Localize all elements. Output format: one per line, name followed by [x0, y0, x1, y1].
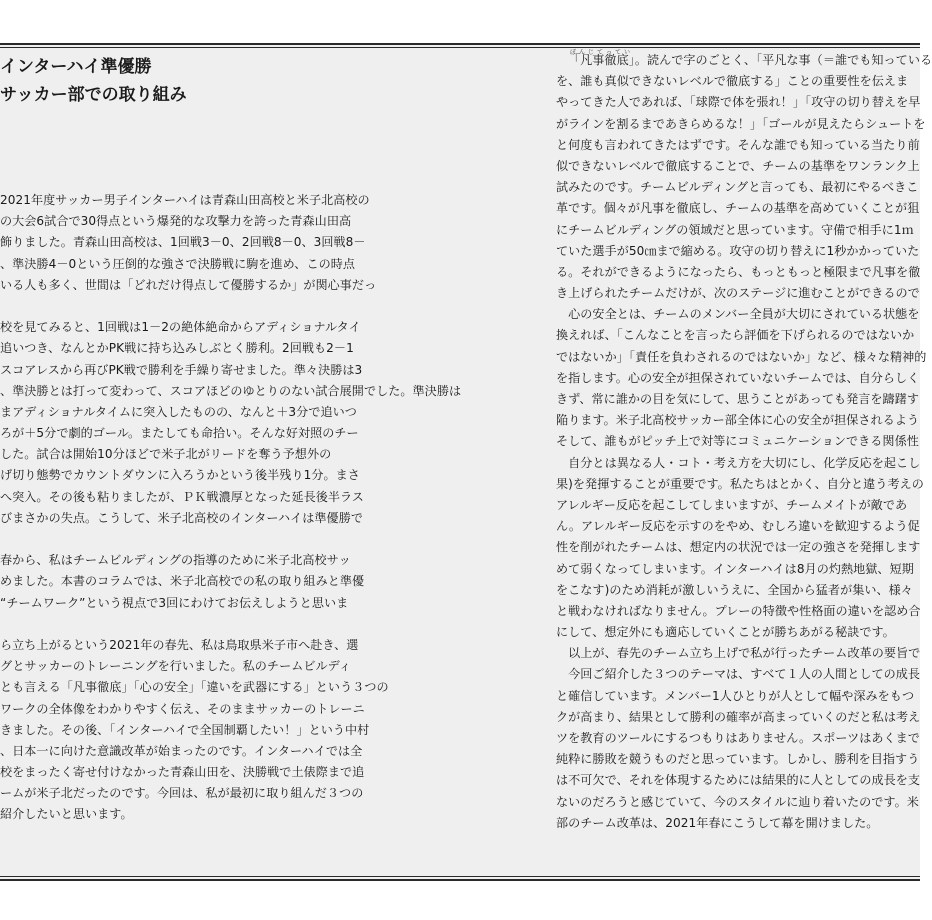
right-page-text-line: がラインを割るまであきらめるな！」「ゴールが見えたらシュートを — [556, 116, 926, 131]
right-page-text-line: を、誰も真似できないレベルで徹底する」ことの重要性を伝えま — [556, 74, 909, 89]
right-page-text-line: をこなす)のため消耗が激しいうえに、全国から猛者が集い、様々 — [556, 582, 913, 597]
left-page-text-line: きました。その後、「インターハイで全国制覇したい！」という中村 — [0, 722, 370, 737]
right-page-text-line: ぼんじてってい 「凡事徹底」。読んで字のごとく、「平凡な事（＝誰でも知っている — [556, 50, 920, 71]
left-page-text-line: 、日本一に向けた意識改革が始まったのです。インターハイでは全 — [0, 743, 363, 758]
left-page-text-line: 校を見てみると、1回戦は1－2の絶体絶命からアディショナルタイ — [0, 320, 361, 335]
right-page-text-line: と何度も言われてきたはずです。そんな誰でも知っている当たり前 — [556, 137, 920, 152]
right-page-text-line: る。それができるようになったら、もっともっと極限まで凡事を徹 — [556, 264, 921, 279]
left-page-text-line: 校をまったく寄せ付けなかった青森山田を、決勝戦で土俵際まで追 — [0, 765, 365, 780]
right-page-text-line: 自分とは異なる人・コト・考え方を大切にし、化学反応を起こし — [556, 455, 921, 470]
right-page-text-line: ん。アレルギー反応を示すのをやめ、むしろ違いを歓迎するよう促 — [556, 519, 920, 534]
right-page-text-line: 心の安全とは、チームのメンバー全員が大切にされている状態を — [556, 307, 920, 322]
right-page-text-line: 以上が、春先のチーム立ち上げで私が行ったチーム改革の要旨で — [556, 646, 921, 661]
right-page-text-line: は不可欠で、それを体現するためには結果的に人としての成長を支 — [556, 773, 921, 788]
right-page-text-line: 果)を発揮することが重要です。私たちはとかく、自分と違う考えの — [556, 476, 924, 491]
left-page-text-line: 追いつき、なんとかPK戦に持ち込みしぶとく勝利。2回戦も2－1 — [0, 341, 354, 356]
right-page-text-line: と戦わなければなりません。プレーの特徴や性格面の違いを認め合 — [556, 603, 921, 618]
left-page-text-line: した。試合は開始10分ほどで米子北がリードを奪う予想外の — [0, 447, 332, 462]
left-page-text-line — [0, 529, 368, 550]
left-page-text-line: ワークの全体像をわかりやすく伝え、そのままサッカーのトレーニ — [0, 701, 365, 716]
title-line-2: サッカー部での取り組み — [0, 85, 187, 105]
right-page-text-line: やってきた人であれば、「球際で体を張れ！」「攻守の切り替えを早 — [556, 95, 921, 110]
left-page-text-line: 2021年度サッカー男子インターハイは青森山田高校と米子北高校の — [0, 193, 370, 207]
right-page-text-line: 部のチーム改革は、2021年春にこうして幕を開けました。 — [556, 815, 879, 830]
right-page-text-line: にチームビルディングの領域だと思っています。守備で相手に1ｍ — [556, 222, 914, 237]
left-page-text-line: 、準決勝とは打って変わって、スコアほどのゆとりのない試合展開でした。準決勝は — [0, 383, 462, 398]
right-page-text-line: めて弱くなってしまいます。インターハイは8月の灼熱地獄、短期 — [556, 561, 914, 576]
right-page-text-line: 試みたのです。チームビルディングと言っても、最初にやるべきこ — [556, 180, 919, 195]
left-page-text-line: 紹介したいと思います。 — [0, 807, 133, 822]
right-page-text-line: 陥ります。米子北高校サッカー部全体に心の安全が担保されるよう — [556, 413, 920, 428]
right-page-text-line: そして、誰もがピッチ上で対等にコミュニケーションできる関係性 — [556, 434, 919, 449]
left-page-text-line: 、準決勝4－0という圧倒的な強さで決勝戦に駒を進め、この時点 — [0, 256, 356, 271]
left-page-text-line: 飾りました。青森山田高校は、1回戦3－0、2回戦8－0、3回戦8－ — [0, 235, 366, 250]
right-page-text-line: ではないか」「責任を負わされるのではないか」など、様々な精神的 — [556, 349, 927, 364]
right-page-text-line: と確信しています。メンバー1人ひとりが人として幅や深みをもつ — [556, 688, 915, 703]
right-page-text-line: き上げられたチームだけが、次のステージに進むことができるので — [556, 286, 920, 301]
left-page-text-line: ろが＋5分で劇的ゴール。またしても命拾い。そんな好対照のチー — [0, 426, 359, 441]
right-page-text-line: アレルギー反応を起こしてしまいますが、チームメイトが敵であ — [556, 497, 908, 512]
left-page-text-line: めました。本書のコラムでは、米子北高校での私の取り組みと準優 — [0, 574, 365, 589]
left-page-text-line — [0, 296, 368, 317]
right-page-text-line: 革です。個々が凡事を徹底し、チームの基準を高めていくことが狙 — [556, 201, 920, 216]
column-title — [0, 53, 187, 109]
right-page-text-line: クが高まり、結果として勝利の確率が高まっていくのだと私は考え — [556, 709, 921, 724]
left-page-text-line: げ切り態勢でカウントダウンに入ろうかという後半残り1分。まさ — [0, 468, 360, 483]
left-page-text-line: スコアレスから再びPK戦で勝利を手繰り寄せました。準々決勝は3 — [0, 362, 363, 377]
left-page-text-line: まアディショナルタイムに突入したものの、なんと＋3分で追いつ — [0, 404, 357, 419]
right-page-text-line: ツを教育のツールにするつもりはありません。スポーツはあくまで — [556, 731, 920, 745]
left-page-text-line: “チームワーク”という視点で3回にわけてお伝えしようと思いま — [0, 595, 349, 610]
left-page-text-line: へ突入。その後も粘りましたが、ＰＫ戦濃厚となった延長後半ラス — [0, 489, 364, 504]
right-page-text-line: ないのだろうと感じていて、今のスタイルに辿り着いたのです。米 — [556, 794, 919, 809]
left-page-body — [0, 190, 462, 822]
right-page-text-line: 純粋に勝敗を競うものだと思っています。しかし、勝利を目指すう — [556, 752, 920, 767]
title-line-1: インターハイ準優勝 — [0, 57, 152, 77]
left-page-text-line: ら立ち上がるという2021年の春先、私は鳥取県米子市へ赴き、選 — [0, 637, 359, 652]
right-page-text-line: を指します。心の安全が担保されていないチームでは、自分らしく — [556, 370, 920, 385]
left-page-text-line — [0, 614, 368, 635]
right-page-text-line: ていた選手が50㎝まで縮める。攻守の切り替えに1秒かかっていた — [556, 243, 920, 258]
left-page-text-line: 春から、私はチームビルディングの指導のために米子北高校サッ — [0, 553, 351, 568]
left-page-text-line: いる人も多く、世間は「どれだけ得点して優勝するか」が関心事だっ — [0, 277, 377, 292]
right-page-text-line: 似できないレベルで徹底することで、チームの基準をワンランク上 — [556, 158, 920, 173]
left-page-text-line: とも言える「凡事徹底」「心の安全」「違いを武器にする」という３つの — [0, 680, 389, 695]
left-page-text-line: ームが米子北だったのです。今回は、私が最初に取り組んだ３つの — [0, 786, 364, 801]
right-page-text-line: 今回ご紹介した３つのテーマは、すべて１人の人間としての成長 — [556, 667, 921, 682]
left-page-text-line: グとサッカーのトレーニングを行いました。私のチームビルディ — [0, 659, 351, 674]
left-page-text-line: の大会6試合で30得点という爆発的な攻撃力を誇った青森山田高 — [0, 214, 352, 229]
right-page-text-line: きず、常に誰かの目を気にして、思うことがあっても発言を躊躇す — [556, 392, 919, 406]
right-page-text-line: 性を削がれたチームは、想定内の状況では一定の強さを発揮します — [556, 540, 921, 555]
left-page-text-line: びまさかの失点。こうして、米子北高校のインターハイは準優勝で — [0, 510, 363, 525]
right-page-text-line: にして、想定外にも適応していくことが勝ちあがる秘訣です。 — [556, 625, 895, 640]
right-page-text-line: 換えれば、「こんなことを言ったら評価を下げられるのではないか — [556, 328, 915, 343]
right-page-body — [556, 50, 932, 830]
